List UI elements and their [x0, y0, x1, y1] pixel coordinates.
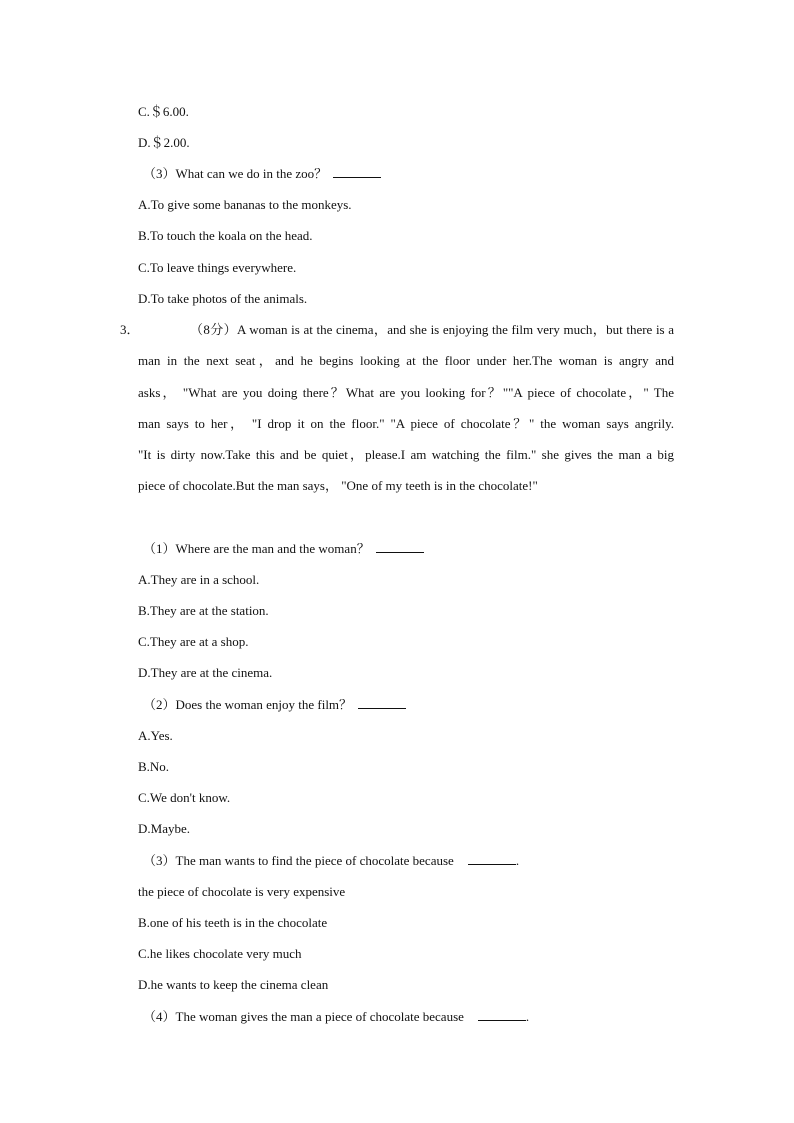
question-3-number: 3．: [120, 322, 140, 337]
question-text: （3）What can we do in the zoo？: [143, 166, 328, 181]
passage-line-4: man says to her， "I drop it on the floor." "A piece of chocolate？" the woman says angrily.: [138, 416, 674, 431]
q3-sub2-option-c: C.We don't know.: [138, 790, 231, 805]
q3-sub2-option-b: B.No.: [138, 759, 170, 774]
passage-line-3: asks， "What are you doing there？What are you looking for？""A piece of chocolate，" The: [138, 385, 674, 400]
passage-line-5: "It is dirty now.Take this and be quiet，please.I am watching the film." she gives the man a big: [138, 447, 674, 462]
q2-sub3-option-b: B.To touch the koala on the head.: [138, 228, 313, 243]
q2-option-d: D.＄2.00.: [138, 135, 190, 150]
q3-sub1-option-c: C.They are at a shop.: [138, 634, 249, 649]
q3-sub1-option-d: D.They are at the cinema.: [138, 665, 273, 680]
q3-sub1-option-b: B.They are at the station.: [138, 603, 269, 618]
q3-sub3-option-b: B.one of his teeth is in the chocolate: [138, 915, 328, 930]
answer-blank[interactable]: [478, 1008, 526, 1021]
question-text: （4）The woman gives the man a piece of chocolate because: [143, 1009, 464, 1024]
q3-sub1-question: [143, 540, 424, 558]
q3-sub3-option-d: D.he wants to keep the cinema clean: [138, 977, 329, 992]
passage-line-1: （8分）A woman is at the cinema，and she is enjoying the film very much，but there is a: [190, 322, 674, 337]
q3-sub2-option-d: D.Maybe.: [138, 821, 190, 836]
answer-blank[interactable]: [468, 852, 516, 865]
question-suffix: .: [525, 1009, 530, 1024]
q2-option-c: C.＄6.00.: [138, 104, 189, 119]
q3-sub1-option-a: A.They are in a school.: [138, 572, 260, 587]
q2-sub3-option-c: C.To leave things everywhere.: [138, 260, 297, 275]
question-suffix: .: [515, 853, 520, 868]
answer-blank[interactable]: [333, 165, 381, 178]
q2-sub3-option-a: A.To give some bananas to the monkeys.: [138, 197, 352, 212]
q3-sub2-option-a: A.Yes.: [138, 728, 173, 743]
q3-sub3-option-a: the piece of chocolate is very expensive: [138, 884, 346, 899]
q2-sub3-option-d: D.To take photos of the animals.: [138, 291, 308, 306]
q3-sub4-question: [143, 1008, 529, 1026]
q3-sub2-question: [143, 696, 406, 714]
passage-line-2: man in the next seat，and he begins looking at the floor under her.The woman is angry and: [138, 353, 674, 368]
q2-sub3-question: [143, 165, 381, 183]
answer-blank[interactable]: [358, 696, 406, 709]
question-text: （3）The man wants to find the piece of chocolate because: [143, 853, 454, 868]
q3-sub3-option-c: C.he likes chocolate very much: [138, 946, 302, 961]
answer-blank[interactable]: [376, 540, 424, 553]
q3-sub3-question: [143, 852, 519, 870]
question-text: （1）Where are the man and the woman？: [143, 541, 370, 556]
passage-line-6: piece of chocolate.But the man says， "One of my teeth is in the chocolate!": [138, 478, 538, 493]
question-text: （2）Does the woman enjoy the film？: [143, 697, 353, 712]
